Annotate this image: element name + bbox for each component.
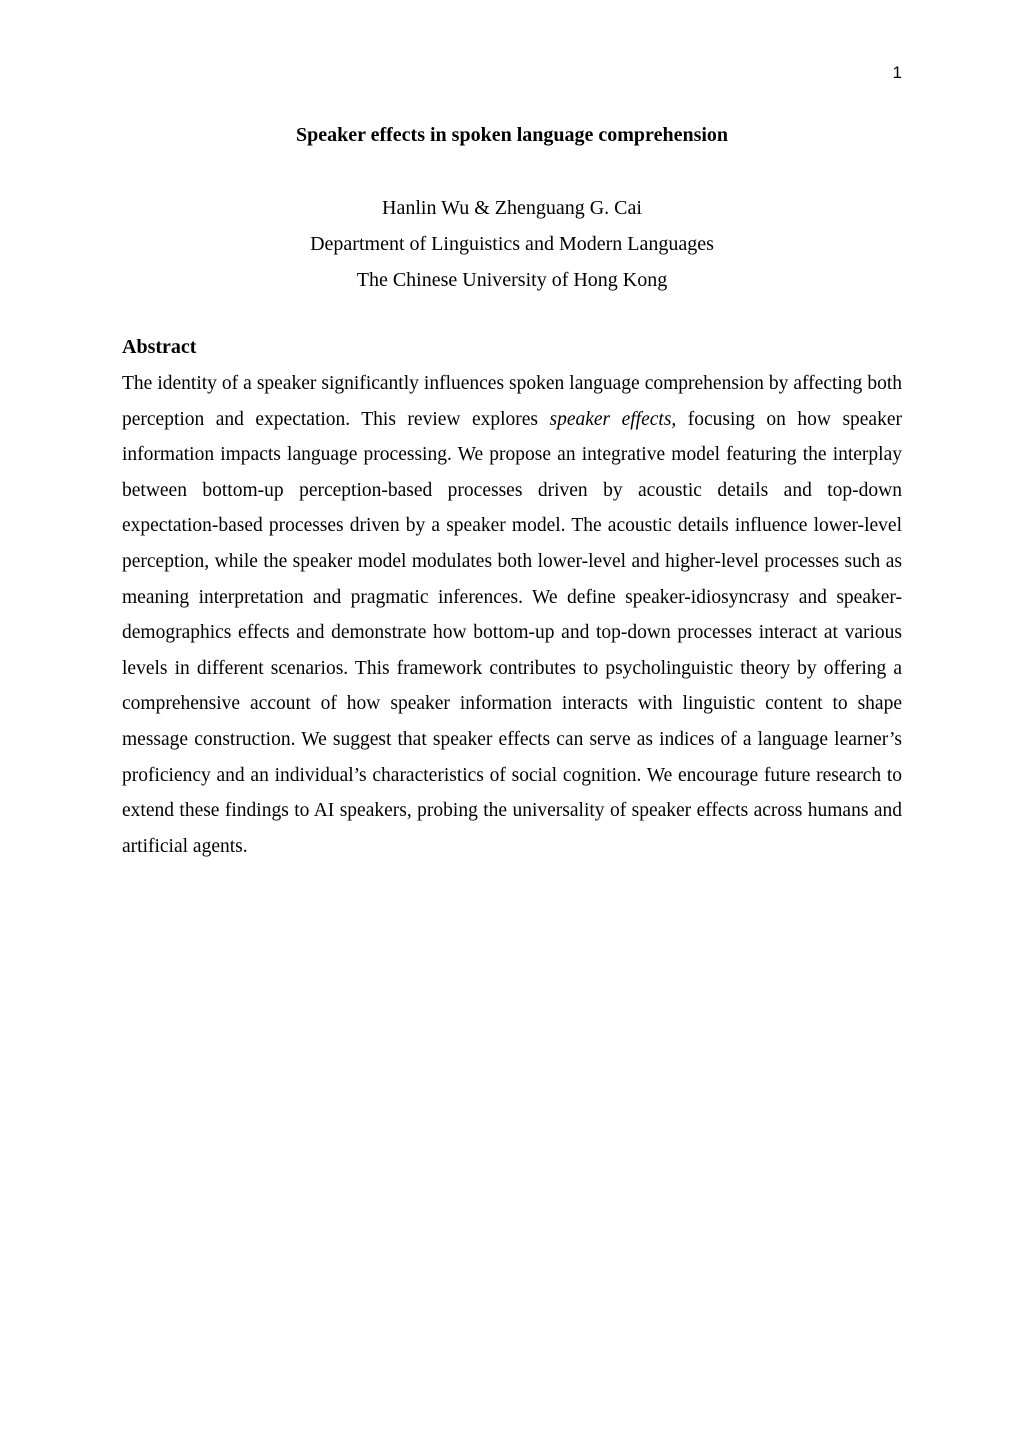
abstract-text-main: focusing on how speaker information impacts language processing. We propose an integrative model featuring the interplay between bottom-up perception-based processes driven by acoustic details and top-down expectation-based processes driven by a speaker model. The acoustic details influence lower-level perception, while the speaker model modulates both lower-level and higher-level processes such as meaning interpretation and pragmatic inferences. We define speaker-idiosyncrasy and speaker-demographics effects and demonstrate how bottom-up and top-down processes interact at various levels in different scenarios. This framework contributes to psycholinguistic theory by offering a comprehensive account of how speaker information interacts with linguistic content to shape message construction. We suggest that speaker effects can serve as indices of a language learner’s proficiency and an individual’s characteristics of social cognition. We encourage future research to extend these findings to AI speakers, probing the universality of speaker effects across humans and artificial agents. <box>122 408 902 857</box>
page-number: 1 <box>892 63 902 82</box>
abstract-body <box>122 366 902 864</box>
paper-title: Speaker effects in spoken language comprehension <box>295 124 729 146</box>
affiliation-department: Department of Linguistics and Modern Languages <box>310 233 714 255</box>
author-block <box>122 190 902 298</box>
affiliation-university: The Chinese University of Hong Kong <box>356 269 668 291</box>
author-names: Hanlin Wu & Zhenguang G. Cai <box>382 197 642 219</box>
abstract-heading: Abstract <box>122 336 197 358</box>
abstract-key-term: speaker effects, <box>549 408 677 430</box>
abstract-text-intro: The identity of a speaker significantly influences spoken language comprehension by affecting both perception and expectation. This review explores <box>122 373 902 430</box>
